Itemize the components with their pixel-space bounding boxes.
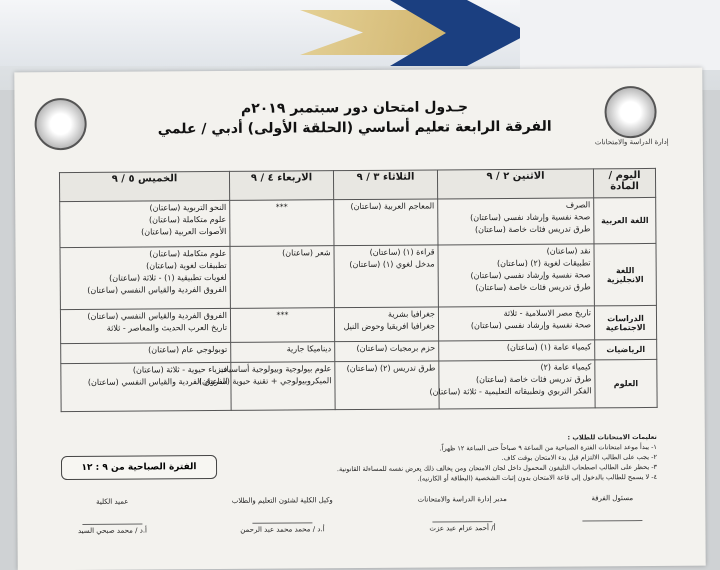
exam-entry: المعاجم العربية (ساعتان) [350, 201, 435, 212]
document-subtitle: الفرقة الرابعة تعليم أساسي (الحلقة الأولى) أدبي / علمي [157, 118, 552, 138]
monday-cell [439, 340, 595, 361]
instruction-item: ٣- يحظر على الطالب اصطحاب التليفون المحمول داخل لجان الامتحان ومن يخالف ذلك يعرض نفسه للمساءلة القانونية. [336, 462, 658, 474]
exam-schedule-table [59, 168, 658, 412]
exam-entry: ديناميكا جارية [286, 344, 332, 354]
signature-name: أ.د / محمد صبحي السيد [77, 526, 148, 535]
wednesday-cell [230, 308, 334, 343]
morning-period-box: الفترة الصباحية من ٩ : ١٢ [61, 455, 217, 480]
wednesday-cell [230, 246, 334, 309]
tuesday-cell [335, 361, 439, 410]
signature-scribble-icon [432, 505, 492, 522]
exam-entry: جغرافيا افريقيا وحوض النيل [343, 321, 436, 332]
exam-entry: تاريخ العرب الحديث والمعاصر - ثلاثة [106, 322, 228, 333]
exam-entry: لغويات تطبيقية (١) - ثلاثة (ساعتان) [109, 272, 227, 283]
tuesday-cell [334, 307, 438, 342]
subject-cell: الدراسات الاجتماعية [594, 305, 656, 339]
exam-entry: علوم متكاملة (ساعتان) [149, 214, 227, 225]
logo-caption: إدارة الدراسة والامتحانات [594, 137, 669, 147]
thursday-cell [60, 246, 230, 309]
exam-entry: طرق تدريس فئات خاصة (ساعتان) [475, 282, 591, 293]
university-logo-icon [604, 86, 656, 138]
monday-cell [438, 198, 594, 245]
exam-entry: الفروق الفردية والقياس النفسي (ساعتان) [87, 310, 228, 321]
exam-entry: فيزياء حيوية - ثلاثة (ساعتان) [132, 364, 228, 375]
exam-entry: مدخل لغوي (١) (ساعتان) [349, 259, 435, 270]
exam-entry: الفروق الفردية والقياس النفسي (ساعتان) [87, 376, 228, 387]
header-day-subject: اليوم / المادة [593, 168, 655, 197]
exam-entry: الميكروبيولوجي + تقنية حيوية (ساعتان) [198, 376, 332, 387]
instruction-item: ٢- يجب على الطالب الالتزام قبل بدء الامتحان بوقت كاف. [501, 452, 657, 463]
document-title: جـدول امتحان دور سبتمبر ٢٠١٩م [240, 99, 469, 117]
exam-entry: قراءة (١) (ساعتان) [369, 247, 435, 257]
exam-entry: نقد (ساعتان) [546, 246, 591, 256]
banner-white-area [520, 0, 720, 70]
header-monday: الاثنين ٢ / ٩ [437, 169, 593, 199]
signature-block [537, 494, 687, 524]
exam-entry: شعر (ساعتان) [282, 248, 331, 258]
header-thursday: الخميس ٥ / ٩ [59, 171, 229, 201]
instruction-item: ١- يبدأ موعد امتحانات الفترة الصباحية من الساعة ٩ صباحاً حتى الساعة ١٢ ظهراً. [439, 442, 657, 453]
signatures-row [47, 494, 687, 558]
exam-schedule-document [14, 68, 705, 570]
signature-scribble-icon [582, 504, 642, 521]
signature-scribble-icon [82, 508, 142, 525]
faculty-logo-icon [34, 98, 86, 150]
signature-name: أ.د / محمد محمد عبد الرحمن [240, 525, 325, 534]
exam-entry: صحة نفسية وإرشاد نفسي (ساعتان) [470, 212, 591, 223]
wednesday-cell [231, 342, 335, 363]
exam-entry: النحو التربوية (ساعتان) [149, 202, 227, 213]
subject-cell: اللغة العربية [594, 197, 656, 243]
monday-cell [438, 306, 594, 341]
signature-role: مدير إدارة الدراسة والامتحانات [417, 494, 507, 504]
exam-entry: حزم برمجيات (ساعتان) [356, 343, 436, 354]
signature-block [387, 495, 537, 533]
thursday-cell [60, 308, 230, 343]
thursday-cell [60, 200, 230, 247]
thursday-cell [61, 362, 231, 411]
monday-cell [429, 360, 595, 409]
exam-entry: الأصوات العربية (ساعتان) [141, 226, 227, 237]
signature-block [37, 497, 187, 535]
tuesday-cell [335, 341, 439, 362]
table-row [61, 359, 657, 411]
tuesday-cell [334, 245, 438, 308]
exam-entry: صحة نفسية وإرشاد نفسي (ساعتان) [470, 270, 591, 281]
exam-instructions [177, 432, 657, 485]
subject-cell: العلوم [595, 359, 657, 407]
document-subtitle-2 [135, 138, 575, 141]
exam-entry: تطبيقات لغوية (٢) (ساعتان) [496, 258, 591, 269]
wednesday-cell [198, 362, 335, 411]
exam-entry: طرق تدريس فئات خاصة (ساعتان) [475, 374, 592, 385]
exam-entry: الفكر التربوي وتطبيقاته التعليمية - ثلاثة (ساعتان) [429, 386, 592, 397]
exam-entry: الفروق الفردية والقياس النفسي (ساعتان) [87, 284, 227, 295]
exam-entry: كيمياء عامة (٢) [540, 362, 592, 372]
thursday-cell [61, 342, 231, 363]
exam-entry: كيمياء عامة (١) (ساعتان) [506, 342, 592, 352]
signature-block [207, 496, 357, 534]
exam-entry: الصرف [565, 200, 591, 210]
subject-cell: الرياضيات [595, 339, 657, 359]
signature-role: وكيل الكلية لشئون التعليم والطلاب [231, 496, 333, 505]
header-wednesday: الاربعاء ٤ / ٩ [229, 171, 333, 201]
tuesday-cell [334, 199, 438, 246]
exam-entry: *** [275, 202, 288, 212]
wednesday-cell [230, 200, 334, 247]
signature-role: عميد الكلية [96, 497, 129, 506]
table-row [60, 305, 656, 343]
exam-entry: جغرافيا بشرية [387, 309, 435, 319]
instructions-title: تعليمات الامتحانات للطلاب : [567, 432, 657, 442]
exam-entry: علوم بيولوجية وبيولوجية أساسيات [218, 364, 332, 374]
exam-entry: طرق تدريس فئات خاصة (ساعتان) [474, 224, 591, 235]
exam-entry: تطبيقات لغوية (ساعتان) [146, 260, 227, 271]
exam-entry: طرق تدريس (٢) (ساعتان) [346, 363, 436, 374]
exam-entry: تاريخ مصر الاسلامية - ثلاثة [503, 308, 591, 318]
monday-cell [438, 244, 594, 307]
signature-scribble-icon [252, 506, 312, 523]
exam-entry: *** [276, 310, 289, 320]
table-row [60, 197, 656, 247]
exam-entry: علوم متكاملة (ساعتان) [149, 248, 227, 259]
exam-entry: صحة نفسية وإرشاد نفسي (ساعتان) [470, 320, 592, 331]
table-row [60, 243, 656, 309]
header-tuesday: الثلاثاء ٣ / ٩ [333, 170, 437, 200]
table-header-row [59, 168, 655, 201]
signature-name: أ/ أحمد عزام عبد عزت [429, 524, 496, 533]
subject-cell: اللغة الانجليزية [594, 243, 656, 305]
instruction-item: ٤- لا يسمح للطالب بالدخول إلى قاعة الامتحان بدون إثبات الشخصية (البطاقة أو الكارنيه). [417, 472, 658, 483]
exam-entry: توبولوجي عام (ساعتان) [148, 344, 228, 355]
signature-role: مسئول الفرقة [591, 494, 634, 503]
